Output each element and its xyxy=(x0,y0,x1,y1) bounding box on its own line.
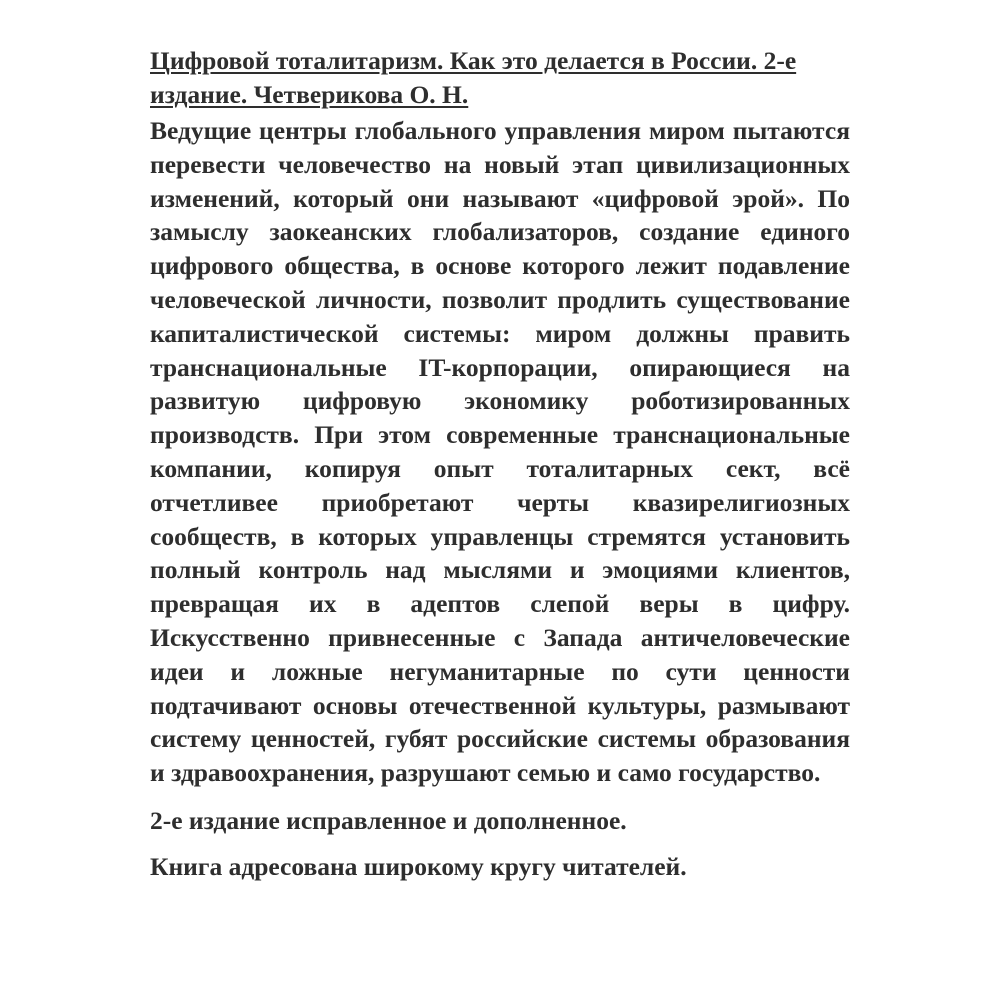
book-description: Ведущие центры глобального управления миром пытаются перевести человечество на новый этап цивилизационных изменений, который они называют «цифровой эрой». По замыслу заокеанских глобализаторов, создание единого цифрового общества, в основе которого лежит подавление человеческой личности, позволит продлить существование капиталистической системы: миром должны править транснациональные IT-корпорации, опирающиеся на развитую цифровую экономику роботизированных производств. При этом современные транснациональные компании, копируя опыт тоталитарных сект, всё отчетливее приобретают черты квазирелигиозных сообществ, в которых управленцы стремятся установить полный контроль над мыслями и эмоциями клиентов, превращая их в адептов слепой веры в цифру. Искусственно привнесенные с Запада античеловеческие идеи и ложные негуманитарные по сути ценности подтачивают основы отечественной культуры, размывают систему ценностей, губят российские системы образования и здравоохранения, разрушают семью и само государство. xyxy=(150,116,850,788)
book-annotation xyxy=(150,44,850,884)
book-title: Цифровой тоталитаризм. Как это делается в России. 2-е издание. Четверикова О. Н. xyxy=(150,46,797,109)
audience-note: Книга адресована широкому кругу читателей. xyxy=(150,851,687,881)
edition-note: 2-е издание исправленное и дополненное. xyxy=(150,805,627,835)
